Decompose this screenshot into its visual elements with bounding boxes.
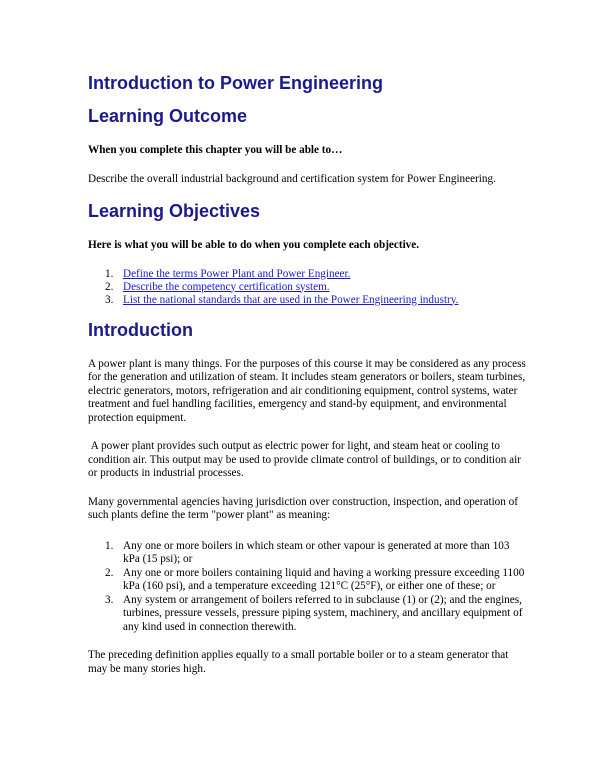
list-number: 1. [105,267,114,280]
definition-text: Any system or arrangement of boilers referred to in subclause (1) or (2); and the engines, turbines, pressure vessels, pressure piping system, machinery, and ancillary equipment of any kind used in connection therewith. [123,593,523,633]
learning-outcome-heading: Learning Outcome [88,106,248,126]
list-number: 3. [105,293,114,306]
list-item [88,281,528,294]
learning-outcome-lead: When you complete this chapter you will be able to… [88,144,343,156]
objective-link-standards[interactable]: List the national standards that are used in the Power Engineering industry. [123,293,459,306]
page-title: Introduction to Power Engineering [88,73,383,93]
definition-text: Any one or more boilers in which steam or other vapour is generated at more than 103 kPa (15 psi); or [123,539,510,565]
list-number: 1. [105,539,114,552]
definition-text: Any one or more boilers containing liquid and having a working pressure exceeding 1100 kPa (160 psi), and a temperature exceeding 121°C (25°F), or either one of these; or [123,566,525,592]
objectives-list [88,268,528,307]
objective-link-define-terms[interactable]: Define the terms Power Plant and Power Engineer. [123,267,351,280]
list-number: 2. [105,566,114,579]
list-item [88,594,528,635]
introduction-heading: Introduction [88,319,193,340]
learning-objectives-heading: Learning Objectives [88,201,261,221]
introduction-paragraph-3: Many governmental agencies having jurisdiction over construction, inspection, and operation of such plants define the term "power plant" as meaning: [88,495,518,521]
list-item [88,540,528,567]
introduction-paragraph-4: The preceding definition applies equally to a small portable boiler or to a steam generator that may be many stories high. [88,649,509,675]
list-number: 3. [105,593,114,606]
list-number: 2. [105,280,114,293]
list-item [88,294,528,307]
list-item [88,567,528,594]
objective-link-certification[interactable]: Describe the competency certification system. [123,280,330,293]
learning-outcome-text: Describe the overall industrial background and certification system for Power Engineering. [88,172,496,185]
list-item [88,268,528,281]
definitions-list [88,540,528,635]
document-content [88,64,528,676]
learning-objectives-lead: Here is what you will be able to do when you complete each objective. [88,239,420,251]
introduction-paragraph-2: A power plant provides such output as electric power for light, and steam heat or cooling to condition air. This output may be used to provide climate control of buildings, or to condition air or products in industrial processes. [88,440,524,479]
introduction-paragraph-1: A power plant is many things. For the purposes of this course it may be considered as any process for the generation and utilization of steam. It includes steam generators or boilers, steam turbines, electric generators, motors, refrigeration and air conditioning equipment, control systems, water treatment and fuel handling facilities, emergency and stand-by equipment, and environmental protection equipment. [88,357,526,424]
